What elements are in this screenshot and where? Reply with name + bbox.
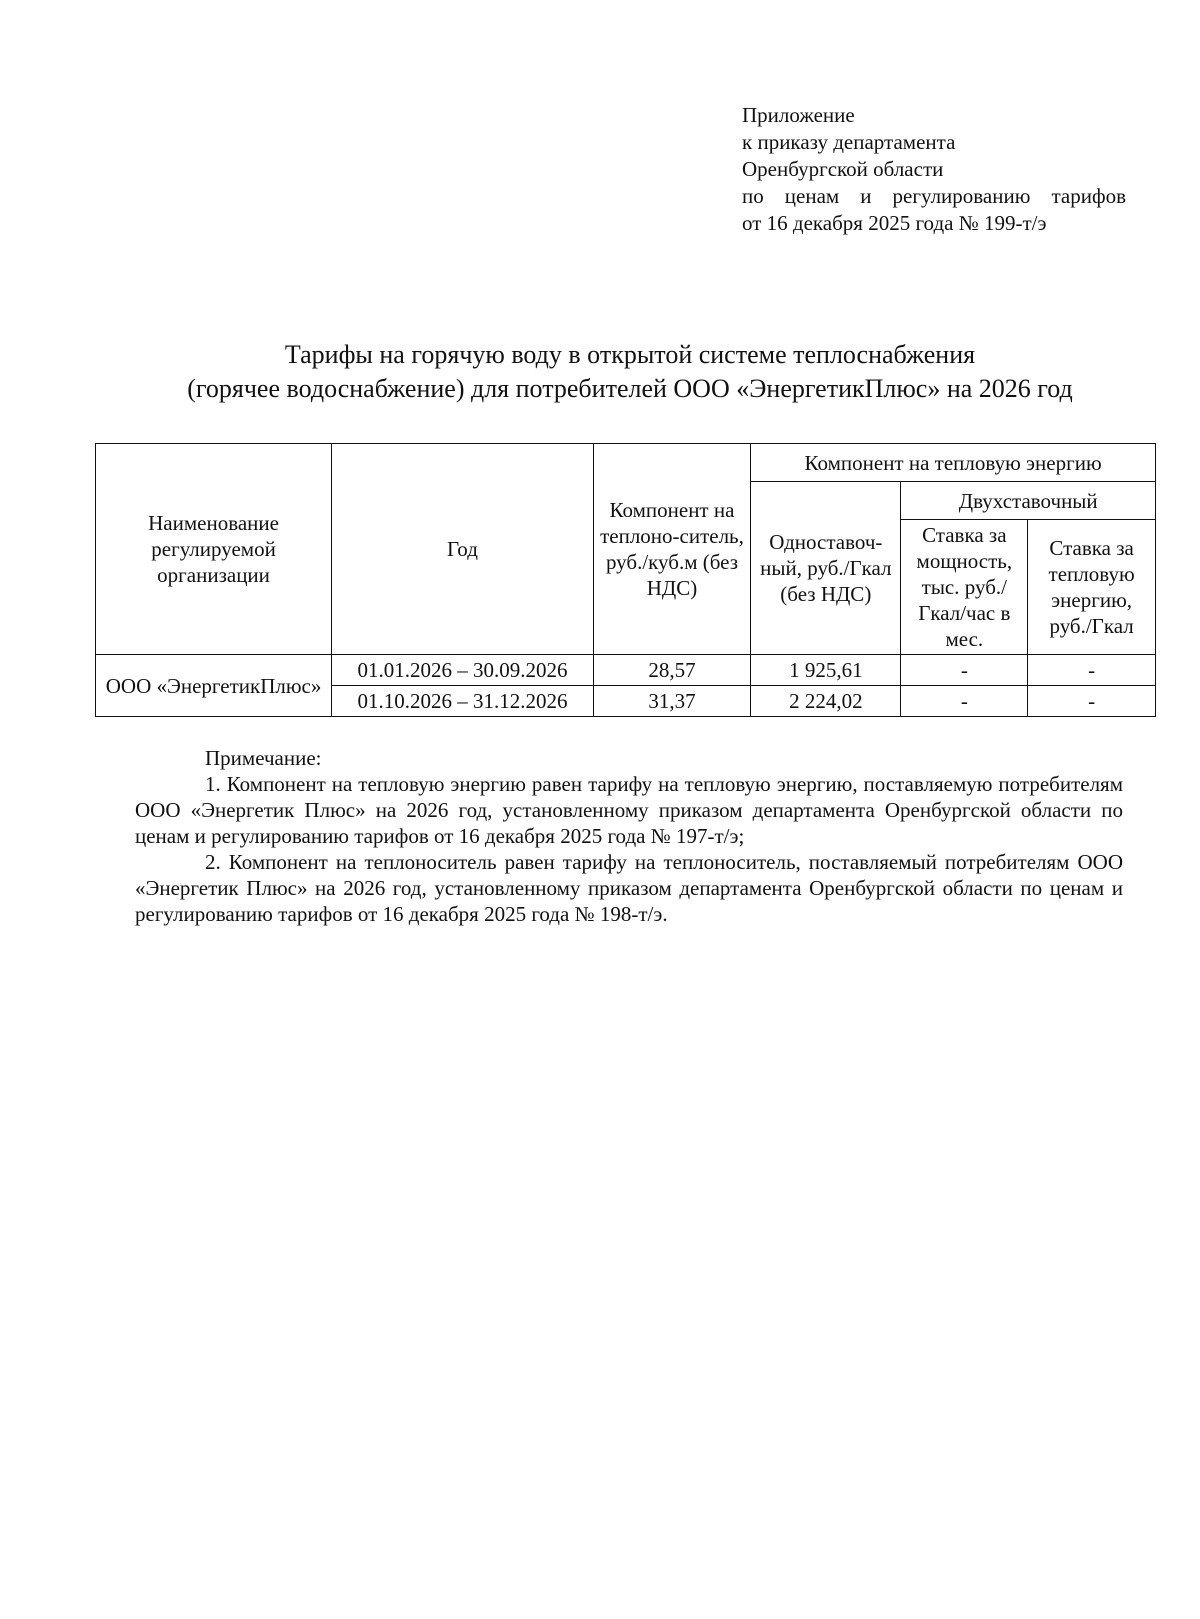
notes-label: Примечание:: [205, 746, 322, 770]
header-energy-rate: Ставка за тепловую энергию, руб./Гкал: [1028, 520, 1156, 655]
energy-cell: -: [1028, 686, 1156, 717]
header-year: Год: [332, 444, 594, 655]
coolant-cell: 28,57: [593, 655, 750, 686]
org-name-cell: ООО «ЭнергетикПлюс»: [96, 655, 332, 717]
header-two-rate: Двухставочный: [901, 482, 1156, 520]
period-cell: 01.10.2026 – 31.12.2026: [332, 686, 594, 717]
appendix-line: Оренбургской области: [742, 157, 944, 181]
capacity-cell: -: [901, 686, 1028, 717]
header-coolant: Компонент на теплоно-ситель, руб./куб.м (без НДС): [593, 444, 750, 655]
appendix-block: [742, 102, 1126, 237]
notes-block: [135, 745, 1123, 927]
appendix-line: от 16 декабря 2025 года № 199-т/э: [742, 211, 1047, 235]
single-rate-cell: 1 925,61: [751, 655, 901, 686]
appendix-line: Приложение: [742, 103, 855, 127]
title-line: Тарифы на горячую воду в открытой системе теплоснабжения: [284, 340, 976, 369]
coolant-cell: 31,37: [593, 686, 750, 717]
appendix-line: по ценам и регулированию тарифов: [742, 184, 1126, 208]
single-rate-cell: 2 224,02: [751, 686, 901, 717]
note-item: 2. Компонент на теплоноситель равен тарифу на теплоноситель, поставляемый потребителям ООО «Энергетик Плюс» на 2026 год, установленному приказом департамента Оренбургской области по ценам и регулированию тарифов от 16 декабря 2025 года № 198-т/э.: [135, 850, 1123, 926]
document-title: [140, 338, 1120, 406]
title-line: (горячее водоснабжение) для потребителей ООО «ЭнергетикПлюс» на 2026 год: [187, 374, 1073, 403]
header-org: Наименование регулируемой организации: [96, 444, 332, 655]
energy-cell: -: [1028, 655, 1156, 686]
capacity-cell: -: [901, 655, 1028, 686]
tariff-table: [95, 443, 1156, 717]
header-single-rate: Одноставоч-ный, руб./Гкал (без НДС): [751, 482, 901, 655]
table-row: [96, 655, 1156, 686]
header-heat-component: Компонент на тепловую энергию: [751, 444, 1156, 482]
appendix-line: к приказу департамента: [742, 130, 956, 154]
header-capacity-rate: Ставка за мощность, тыс. руб./ Гкал/час в мес.: [901, 520, 1028, 655]
period-cell: 01.01.2026 – 30.09.2026: [332, 655, 594, 686]
note-item: 1. Компонент на тепловую энергию равен тарифу на тепловую энергию, поставляемую потребителям ООО «Энергетик Плюс» на 2026 год, установленному приказом департамента Оренбургской области по ценам и регулированию тарифов от 16 декабря 2025 года № 197-т/э;: [135, 772, 1123, 848]
